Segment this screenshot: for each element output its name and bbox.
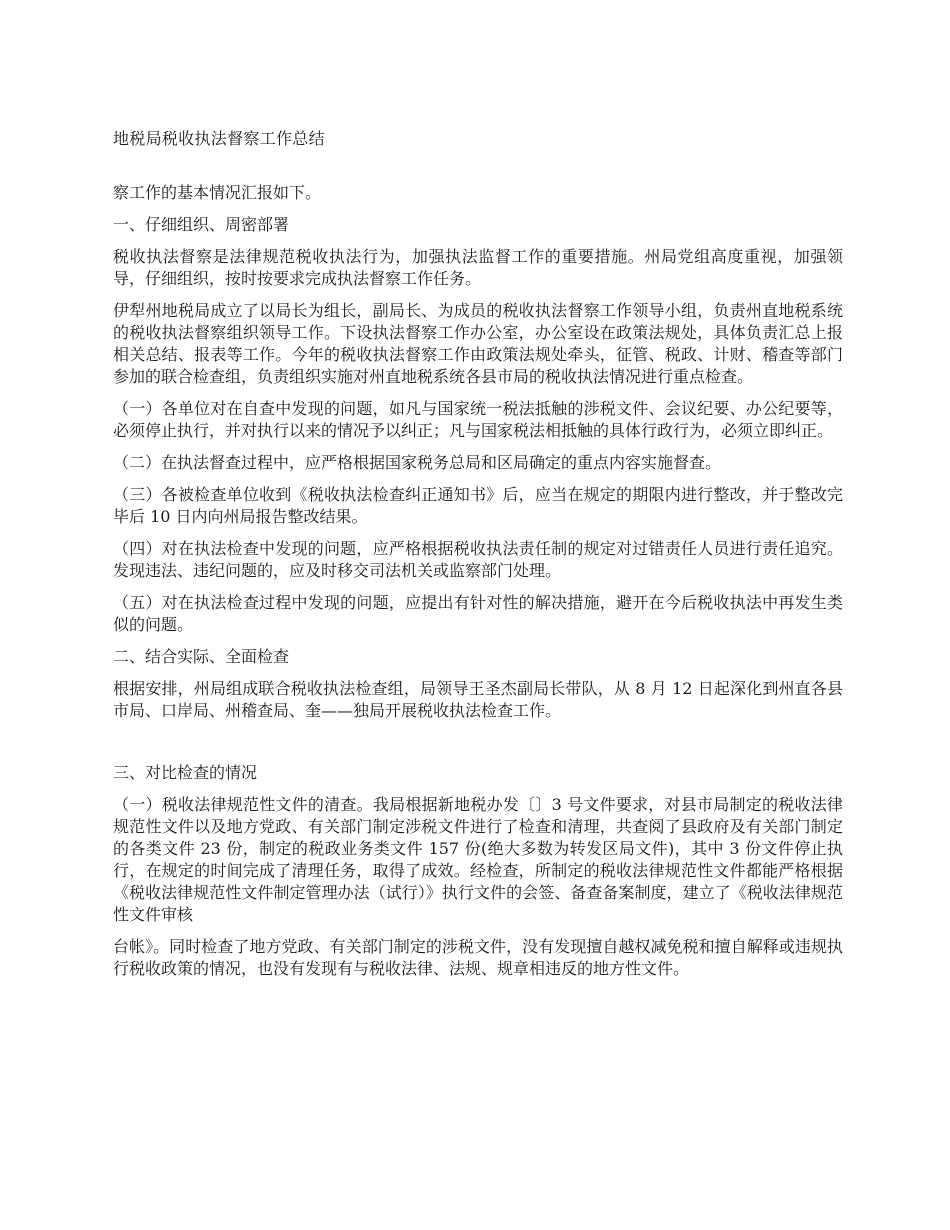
paragraph: （三）各被检查单位收到《税收执法检查纠正通知书》后，应当在规定的期限内进行整改，并于整改完毕后 10 日内向州局报告整改结果。 bbox=[113, 485, 843, 526]
paragraph: 察工作的基本情况汇报如下。 bbox=[113, 183, 322, 202]
paragraph: 伊犁州地税局成立了以局长为组长，副局长、为成员的税收执法督察工作领导小组，负责州直地税系统的税收执法督察组织领导工作。下设执法督察工作办公室，办公室设在政策法规处，具体负责汇总上报相关总结、报表等工作。今年的税收执法督察工作由政策法规处牵头，征管、税政、计财、稽查等部门参加的联合检查组，负责组织实施对州直地税系统各县市局的税收执法情况进行重点检查。 bbox=[113, 301, 843, 386]
section-block-a bbox=[113, 182, 843, 722]
paragraph: 根据安排，州局组成联合税收执法检查组，局领导王圣杰副局长带队，从 8 月 12 日起深化到州直各县市局、口岸局、州稽查局、奎——独局开展税收执法检查工作。 bbox=[113, 679, 843, 720]
section-heading: 三、对比检查的情况 bbox=[113, 763, 258, 782]
paragraph: （五）对在执法检查过程中发现的问题，应提出有针对性的解决措施，避开在今后税收执法中再发生类似的问题。 bbox=[113, 593, 843, 634]
section-block-b bbox=[113, 762, 843, 980]
document-title: 地税局税收执法督察工作总结 bbox=[113, 129, 325, 148]
section-heading: 二、结合实际、全面检查 bbox=[113, 647, 290, 666]
section-heading: 一、仔细组织、周密部署 bbox=[113, 215, 290, 234]
document-page bbox=[113, 128, 843, 990]
paragraph: 台帐》。同时检查了地方党政、有关部门制定的涉税文件，没有发现擅自越权减免税和擅自解释或违规执行税收政策的情况，也没有发现有与税收法律、法规、规章相违反的地方性文件。 bbox=[113, 937, 843, 978]
paragraph: （一）各单位对在自查中发现的问题，如凡与国家统一税法抵触的涉税文件、会议纪要、办公纪要等，必须停止执行，并对执行以来的情况予以纠正；凡与国家税法相抵触的具体行政行为，必须立即纠正。 bbox=[113, 399, 843, 440]
spacer bbox=[113, 732, 843, 762]
paragraph: （一）税收法律规范性文件的清查。我局根据新地税办发〔〕3 号文件要求，对县市局制定的税收法律规范性文件以及地方党政、有关部门制定涉税文件进行了检查和清理，共查阅了县政府及有关部门制定的各类文件 23 份，制定的税政业务类文件 157 份(绝大多数为转发区局文件)，其中 3 份文件停止执行，在规定的时间完成了清理任务，取得了成效。经检查，所制定的税收法律规范性文件都能严格根据《税收法律规范性文件制定管理办法（试行）》执行文件的会签、备查备案制度，建立了《税收法律规范性文件审核 bbox=[113, 795, 843, 924]
paragraph: 税收执法督察是法律规范税收执法行为，加强执法监督工作的重要措施。州局党组高度重视，加强领导，仔细组织，按时按要求完成执法督察工作任务。 bbox=[113, 247, 843, 288]
paragraph: （二）在执法督查过程中，应严格根据国家税务总局和区局确定的重点内容实施督查。 bbox=[113, 453, 722, 472]
paragraph: （四）对在执法检查中发现的问题，应严格根据税收执法责任制的规定对过错责任人员进行责任追究。发现违法、违纪问题的，应及时移交司法机关或监察部门处理。 bbox=[113, 539, 843, 580]
